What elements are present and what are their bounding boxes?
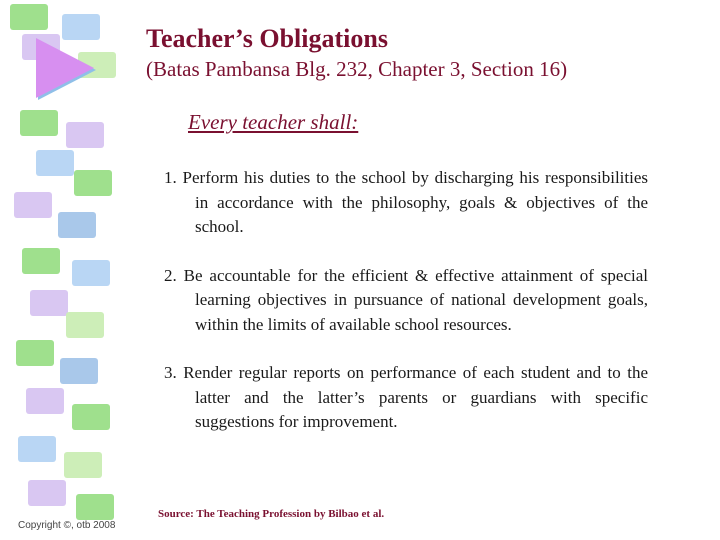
decor-tile	[64, 452, 102, 478]
decor-tile	[76, 494, 114, 520]
list-item: 2. Be accountable for the efficient & effective attainment of special learning objectives in pursuance of national development goals, within the limits of available school resources.	[164, 265, 648, 334]
decor-tile	[28, 480, 66, 506]
decor-tile	[58, 212, 96, 238]
decor-tile	[72, 404, 110, 430]
list-item: 3. Render regular reports on performance of each student and to the latter and the latter’s parents or guardians with specific suggestions for improvement.	[164, 363, 648, 431]
decor-tile	[62, 14, 100, 40]
decor-tile	[16, 340, 54, 366]
decor-tile	[36, 150, 74, 176]
decorative-stripe	[0, 0, 135, 540]
gradient-triangle-icon	[36, 38, 94, 98]
source-citation: Source: The Teaching Profession by Bilbao et al.	[158, 508, 385, 520]
decor-tile	[30, 290, 68, 316]
list-item: 1. Perform his duties to the school by discharging his responsibilities in accordance with the philosophy, goals & objectives of the school.	[164, 168, 648, 236]
obligations-list	[164, 166, 648, 459]
slide-title: Teacher’s Obligations	[146, 24, 388, 53]
decor-tile	[14, 192, 52, 218]
decor-tile	[66, 312, 104, 338]
lead-heading: Every teacher shall:	[188, 110, 359, 134]
decor-tile	[26, 388, 64, 414]
copyright-notice: Copyright ©, otb 2008	[18, 520, 116, 531]
decor-tile	[60, 358, 98, 384]
decor-tile	[10, 4, 48, 30]
decor-tile	[74, 170, 112, 196]
decor-tile	[72, 260, 110, 286]
slide-subtitle: (Batas Pambansa Blg. 232, Chapter 3, Section 16)	[146, 57, 568, 81]
decor-tile	[22, 248, 60, 274]
decor-tile	[20, 110, 58, 136]
decor-tile	[66, 122, 104, 148]
decor-tile	[18, 436, 56, 462]
